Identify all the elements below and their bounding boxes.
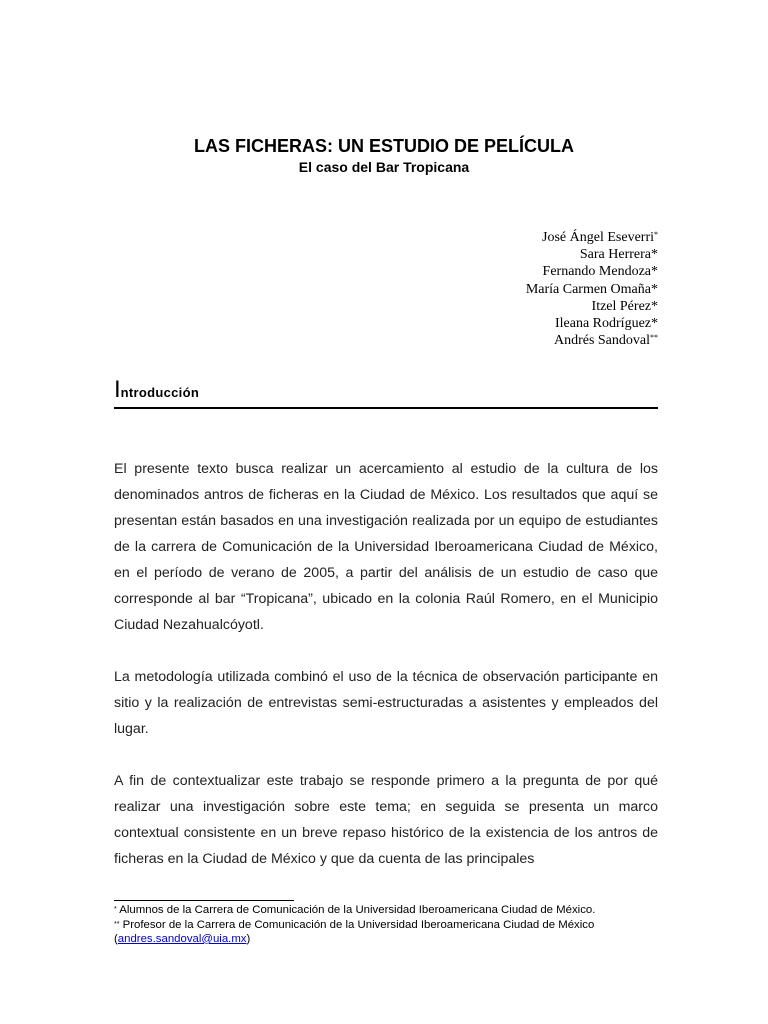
footnote: * Alumnos de la Carrera de Comunicación de la Universidad Iberoamericana Ciudad de México. <box>114 904 596 916</box>
section-heading-introduccion <box>114 376 658 409</box>
section-heading-rest: ntroducción <box>120 385 200 400</box>
author-footnote-mark: * <box>654 230 658 239</box>
footnote-separator <box>114 900 294 901</box>
section-heading-initial: I <box>114 376 121 403</box>
footnotes <box>114 903 674 947</box>
email-link[interactable]: andres.sandoval@uia.mx <box>117 933 247 945</box>
body-paragraph: El presente texto busca realizar un acercamiento al estudio de la cultura de los denominados antros de ficheras en la Ciudad de México. Los resultados que aquí se presentan están basados en una investigación realizada por un equipo de estudiantes de la carrera de Comunicación de la Universidad Iberoamericana Ciudad de México, en el período de verano de 2005, a partir del análisis de un estudio de caso que corresponde al bar “Tropicana”, ubicado en la colonia Raúl Romero, en el Municipio Ciudad Nezahualcóyotl. <box>114 461 658 633</box>
footnote: ** Profesor de la Carrera de Comunicación de la Universidad Iberoamericana Ciudad de México <box>114 918 595 931</box>
author-list <box>526 229 658 349</box>
body-paragraph: A fin de contextualizar este trabajo se responde primero a la pregunta de por qué realizar una investigación sobre este tema; en seguida se presenta un marco contextual consistente en un breve repaso histórico de la existencia de los antros de ficheras en la Ciudad de México y que da cuenta de las principales <box>114 773 658 867</box>
footnote-mark: ** <box>114 920 120 928</box>
author-line: Sara Herrera* <box>579 247 658 263</box>
author-line: Itzel Pérez* <box>591 298 658 314</box>
footnote-mark: * <box>114 906 117 913</box>
author-line: Fernando Mendoza* <box>542 264 658 280</box>
document-subtitle: El caso del Bar Tropicana <box>298 159 470 175</box>
author-line: María Carmen Omaña* <box>525 281 658 297</box>
author-footnote-mark: ** <box>650 333 658 343</box>
author-line: Andrés Sandoval** <box>553 333 658 349</box>
document-title: LAS FICHERAS: UN ESTUDIO DE PELÍCULA <box>193 136 574 156</box>
footnote-email-line: (andres.sandoval@uia.mx) <box>114 933 251 945</box>
author-line: Ileana Rodríguez* <box>554 316 658 332</box>
author-line: José Ángel Eseverri* <box>542 230 658 245</box>
body-paragraph: La metodología utilizada combinó el uso de la técnica de observación participante en sitio y la realización de entrevistas semi-estructuradas a asistentes y empleados del lugar. <box>114 669 658 737</box>
